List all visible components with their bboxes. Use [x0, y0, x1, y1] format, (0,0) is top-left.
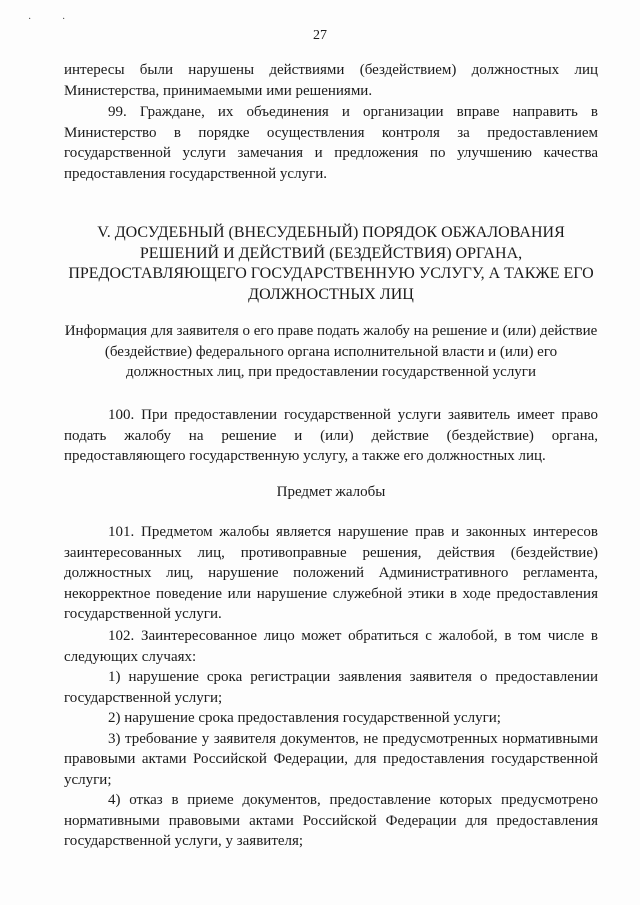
- scan-mark: ·: [62, 14, 66, 25]
- section-title: V. ДОСУДЕБНЫЙ (ВНЕСУДЕБНЫЙ) ПОРЯДОК ОБЖАЛОВАНИЯ РЕШЕНИЙ И ДЕЙСТВИЙ (БЕЗДЕЙСТВИЯ) ОРГАНА, ПРЕДОСТАВЛЯЮЩЕГО ГОСУДАРСТВЕННУЮ УСЛУГУ, А ТАКЖЕ ЕГО ДОЛЖНОСТНЫХ ЛИЦ: [68, 224, 594, 303]
- list-item: 4) отказ в приеме документов, предоставление которых предусмотрено нормативными правовыми актами Российской Федерации для предоставления государственной услуги, у заявителя;: [64, 792, 598, 849]
- page-number: 27: [313, 28, 327, 43]
- paragraph-100: 100. При предоставлении государственной услуги заявитель имеет право подать жалобу на решение и (или) действие (бездействие) органа, предоставляющего государственную услугу, а также его должностных лиц.: [64, 407, 598, 464]
- paragraph-102: 102. Заинтересованное лицо может обратиться с жалобой, в том числе в следующих случаях: 1) нарушение срока регистрации заявления заявителя о предоставлении государственной услуги; 2) нарушение срока предоставления государственной услуги; 3) требование у заявителя документов, не предусмотренных нормативными правовыми актами Российской Федерации, для предоставления государственной услуги; 4) отказ в приеме документов, предоставление которых предусмотрено нормативными правовыми актами Российской Федерации для предоставления государственной услуги, у заявителя;: [64, 626, 598, 852]
- paragraph-101: 101. Предметом жалобы является нарушение прав и законных интересов заинтересованных лиц, противоправные решения, действия (бездействие) должностных лиц, нарушение положений Административного регламента, некорректное поведение или нарушение служебной этики в ходе предоставления государственной услуги.: [64, 524, 598, 622]
- subject-heading: Предмет жалобы: [276, 484, 386, 500]
- list-item: 2) нарушение срока предоставления государственной услуги;: [108, 710, 501, 726]
- paragraph-99: 99. Граждане, их объединения и организации вправе направить в Министерство в порядке осуществления контроля за предоставлением государственной услуги замечания и предложения по улучшению качества предоставления государственной услуги.: [64, 104, 598, 182]
- list-item: 3) требование у заявителя документов, не предусмотренных нормативными правовыми актами Российской Федерации, для предоставления государственной услуги;: [64, 730, 598, 788]
- intro-paragraph: интересы были нарушены действиями (бездействием) должностных лиц Министерства, принимаемыми ими решениями.: [64, 62, 598, 99]
- scan-mark: ·: [28, 14, 32, 25]
- list-item: 1) нарушение срока регистрации заявления заявителя о предоставлении государственной услуги;: [64, 669, 598, 706]
- info-heading: Информация для заявителя о его праве подать жалобу на решение и (или) действие (бездействие) федерального органа исполнительной власти и (или) его должностных лиц, при предоставлении государственной услуги: [64, 323, 598, 380]
